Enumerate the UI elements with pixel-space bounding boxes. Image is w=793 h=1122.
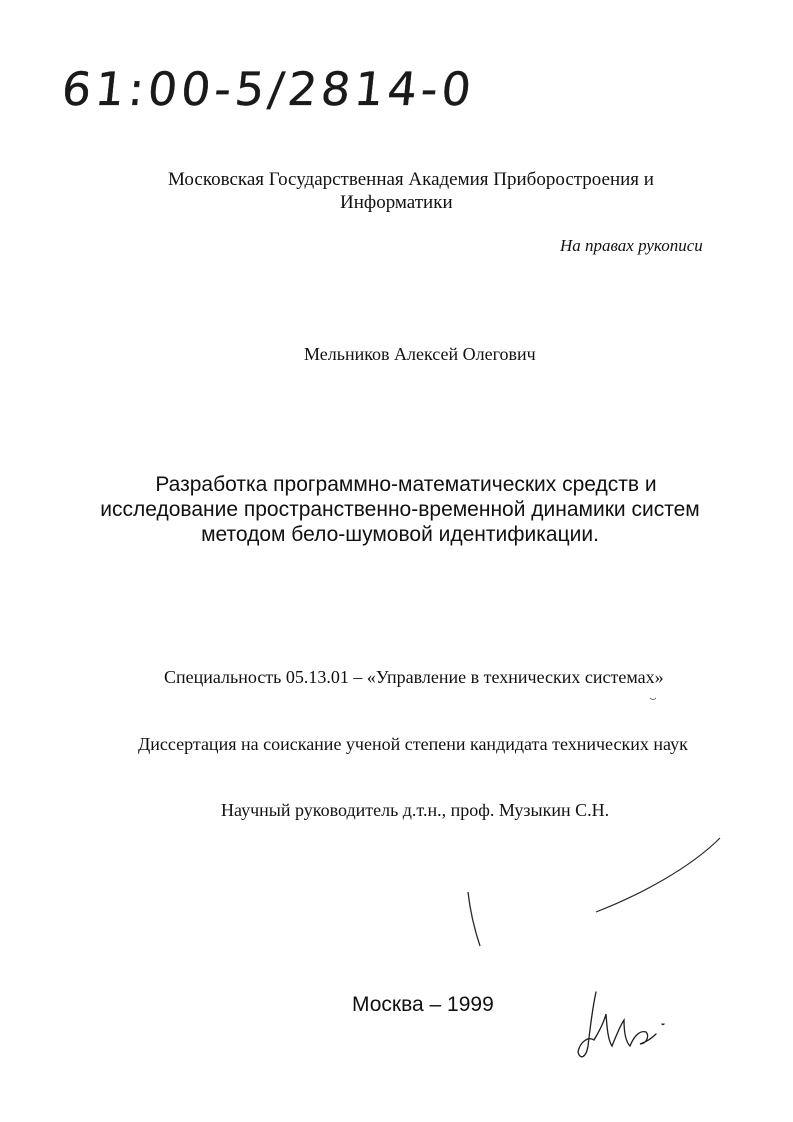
thesis-title-line2: исследование пространственно-временной динамики систем (100, 498, 700, 521)
signature-icon (578, 992, 664, 1057)
handwritten-catalog-number: 61:00-5/2814-0 (59, 62, 478, 116)
city-year: Москва – 1999 (352, 993, 494, 1016)
dissertation-degree-line: Диссертация на соискание ученой степени кандидата технических наук (138, 734, 688, 754)
pen-stroke-diagonal (596, 838, 720, 912)
thesis-title-line1: Разработка программно-математических средств и (155, 473, 657, 496)
institution-name-line1: Московская Государственная Академия Приборостроения и (168, 169, 654, 190)
pen-stroke-vertical (468, 892, 480, 946)
pen-tick-mark (650, 698, 656, 700)
manuscript-rights-note: На правах рукописи (560, 236, 703, 255)
specialty-line: Специальность 05.13.01 – «Управление в технических системах» (164, 667, 664, 687)
author-name: Мельников Алексей Олегович (304, 344, 536, 364)
supervisor-line: Научный руководитель д.т.н., проф. Музыкин С.Н. (221, 800, 610, 820)
thesis-title-line3: методом бело-шумовой идентификации. (201, 523, 599, 546)
institution-name-line2: Информатики (340, 192, 453, 213)
